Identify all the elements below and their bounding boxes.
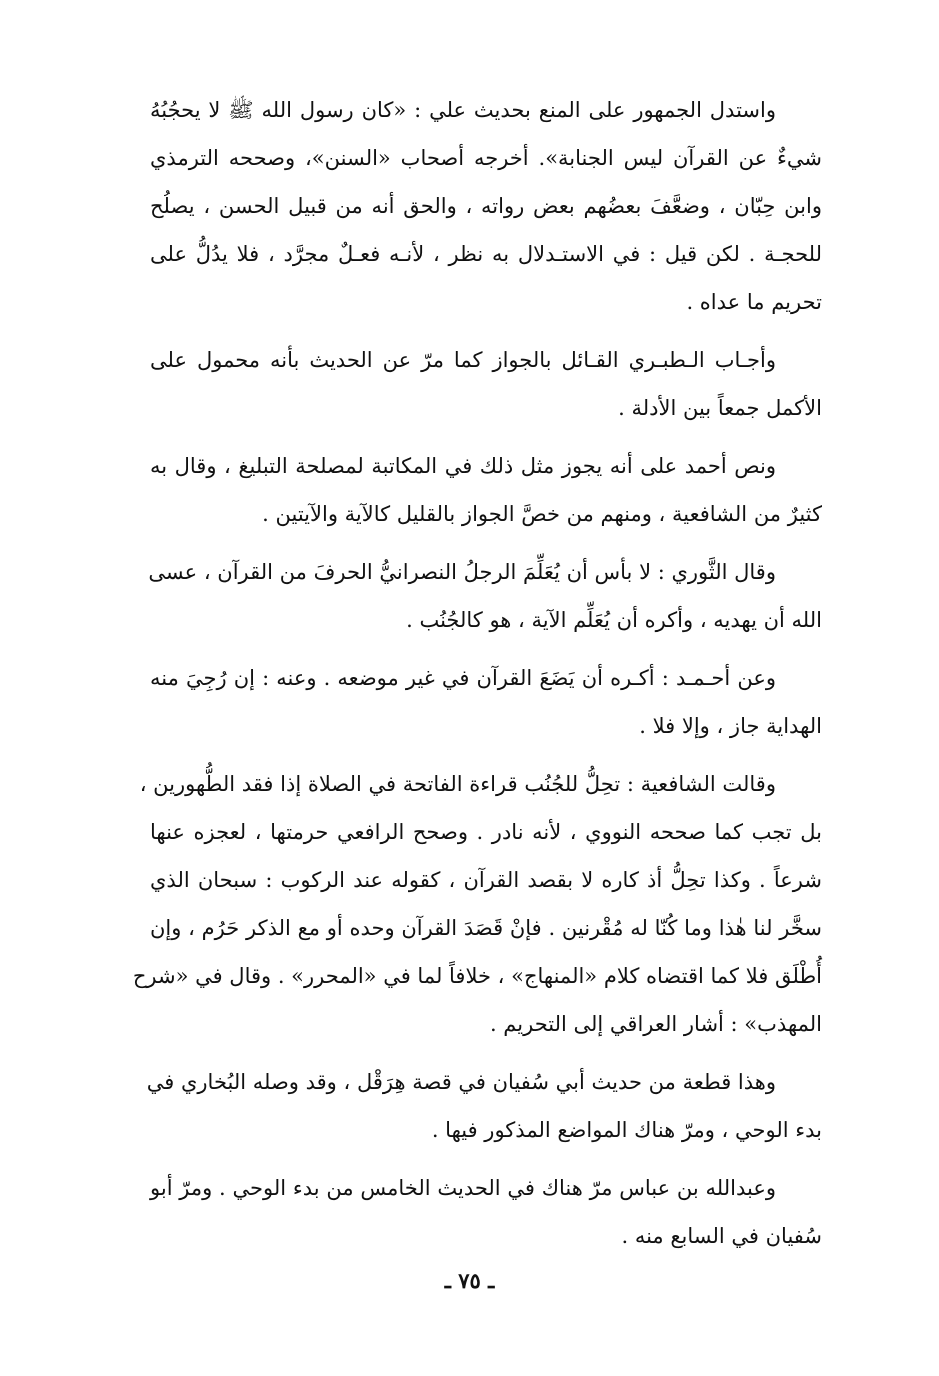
paragraph — [150, 548, 822, 644]
text-line: بدء الوحي ، ومرّ هناك المواضع المذكور فيها . — [431, 1118, 822, 1142]
paragraph — [150, 654, 822, 750]
paragraph — [146, 1058, 822, 1154]
text-line: وعن أحـمـد : أكـره أن يَضَعَ القرآن في غير موضعه . وعنه : إن رُجِيَ منه — [150, 666, 776, 690]
text-line: للحجـة . لكن قيل : في الاستـدلال به نظر ، لأنـه فعـلٌ مجرَّد ، فلا يدُلُّ على — [150, 242, 822, 266]
paragraph — [150, 336, 822, 432]
text-line: شرعاً . وكذا تحِلُّ أذ كاره لا بقصد القرآن ، كقوله عند الركوب : سبحان الذي — [150, 868, 822, 892]
text-line: وأجـاب الـطبـري القـائل بالجواز كما مرّ عن الحديث بأنه محمول على — [150, 348, 776, 372]
text-line: كثيرٌ من الشافعية ، ومنهم من خصَّ الجواز بالقليل كالآية والآيتين . — [262, 502, 822, 526]
page-body — [132, 86, 822, 1270]
text-line: الهداية جاز ، وإلا فلا . — [639, 714, 822, 738]
paragraph — [150, 442, 822, 538]
text-line: بل تجب كما صححه النووي ، لأنه نادر . وصحح الرافعي حرمتها ، لعجزه عنها — [150, 820, 822, 844]
text-line: وهذا قطعة من حديث أبي سُفيان في قصة هِرَقْل ، وقد وصله البُخاري في — [146, 1070, 776, 1094]
text-line: الأكمل جمعاً بين الأدلة . — [618, 396, 822, 420]
text-line: واستدل الجمهور على المنع بحديث علي : «كان رسول الله ﷺ لا يحجُبُهُ — [150, 98, 776, 122]
text-line: أُطْلَق فلا كما اقتضاه كلام «المنهاج» ، خلافاً لما في «المحرر» . وقال في «شرح — [132, 964, 822, 988]
text-line: شيءٌ عن القرآن ليس الجنابة». أخرجه أصحاب «السنن»، وصححه الترمذي — [150, 146, 822, 170]
text-line: المهذب» : أشار العراقي إلى التحريم . — [489, 1012, 822, 1036]
text-line: وقالت الشافعية : تحِلُّ للجُنُب قراءة الفاتحة في الصلاة إذا فقد الطُّهورين ، — [139, 772, 776, 796]
paragraph — [150, 86, 822, 326]
paragraph — [150, 1164, 822, 1260]
page-number: ـ ٧٥ ـ — [444, 1268, 495, 1293]
text-line: سُفيان في السابع منه . — [621, 1224, 822, 1248]
text-line: وابن حِبّان ، وضعَّفَ بعضُهم بعض رواته ، والحق أنه من قبيل الحسن ، يصلُح — [150, 194, 822, 218]
text-line: الله أن يهديه ، وأكره أن يُعَلِّم الآية ، هو كالجُنُب . — [406, 608, 822, 632]
text-line: وقال الثَّوري : لا بأس أن يُعَلِّمَ الرجلُ النصرانيُّ الحرفَ من القرآن ، عسى — [148, 560, 776, 584]
text-line: تحريم ما عداه . — [686, 290, 822, 314]
text-line: سخَّر لنا هٰذا وما كُنّا له مُقْرنين . فإنْ قَصَدَ القرآن وحده أو مع الذكر حَرُم ، وإن — [150, 916, 822, 940]
paragraph — [132, 760, 822, 1048]
text-line: ونص أحمد على أنه يجوز مثل ذلك في المكاتبة لمصلحة التبليغ ، وقال به — [150, 454, 776, 478]
text-line: وعبدالله بن عباس مرّ هناك في الحديث الخامس من بدء الوحي . ومرّ أبو — [150, 1176, 776, 1200]
